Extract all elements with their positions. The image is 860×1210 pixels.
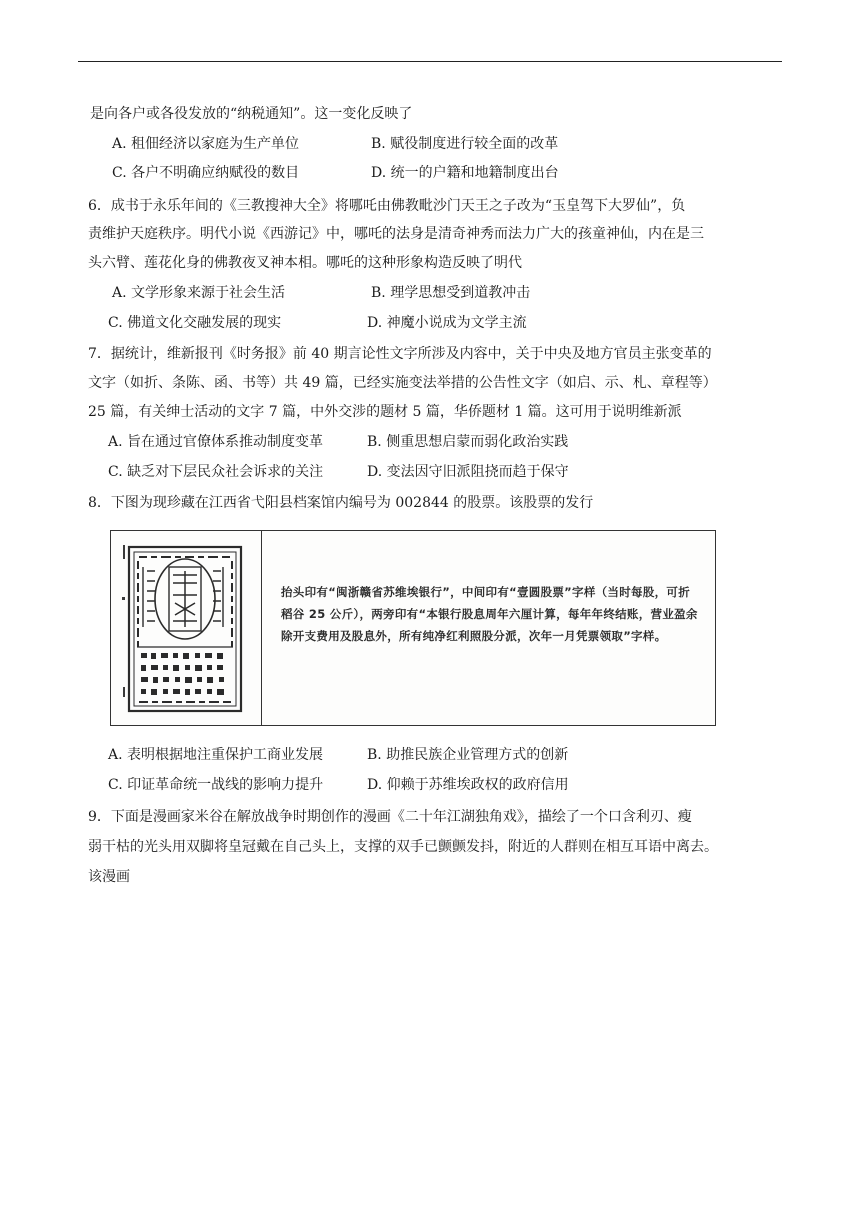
q7-option-d[interactable]: D. 变法因守旧派阻挠而趋于保守	[367, 464, 569, 480]
q8-option-a[interactable]: A. 表明根据地注重保护工商业发展	[108, 747, 324, 763]
q5-option-c[interactable]: C. 各户不明确应纳赋役的数目	[112, 165, 300, 181]
q9-stem-line-2: 弱干枯的光头用双脚将皇冠戴在自己头上，支撑的双手已颤颤发抖，附近的人群则在相互耳语中离去。	[88, 839, 718, 855]
q7-stem-line-3: 25 篇，有关绅士活动的文字 7 篇，中外交涉的题材 5 篇，华侨题材 1 篇。这可用于说明维新派	[88, 404, 682, 420]
header-rule	[78, 61, 782, 62]
q6-option-d[interactable]: D. 神魔小说成为文学主流	[367, 315, 527, 331]
stock-certificate-image	[117, 537, 257, 719]
q6-stem-line-3: 头六臂、莲花化身的佛教夜叉神本相。哪吒的这种形象构造反映了明代	[88, 255, 522, 271]
q7-option-b[interactable]: B. 侧重思想启蒙而弱化政治实践	[367, 434, 569, 450]
q6-option-b[interactable]: B. 理学思想受到道教冲击	[371, 285, 531, 301]
q5-stem-tail: 是向各户或各役发放的“纳税通知”。这一变化反映了	[90, 106, 413, 122]
q8-option-b[interactable]: B. 助推民族企业管理方式的创新	[367, 747, 569, 763]
q5-option-a[interactable]: A. 租佃经济以家庭为生产单位	[112, 136, 300, 152]
q8-option-c[interactable]: C. 印证革命统一战线的影响力提升	[108, 777, 324, 793]
q6-option-a[interactable]: A. 文学形象来源于社会生活	[112, 285, 286, 301]
q8-stem: 8．下图为现珍藏在江西省弋阳县档案馆内编号为 002844 的股票。该股票的发行	[88, 495, 594, 511]
q6-stem-line-1: 6．成书于永乐年间的《三教搜神大全》将哪吒由佛教毗沙门天王之子改为“玉皇驾下大罗仙”，负	[88, 198, 686, 214]
figure-caption-text: 抬头印有“闽浙赣省苏维埃银行”，中间印有“壹圆股票”字样（当时每股，可折稻谷 25 公斤），两旁印有“本银行股息周年六厘计算，每年年终结账，营业盈余除开支费用及股息外，所有纯净红利照股分派，次年一月凭票领取”字样。	[281, 585, 698, 643]
q5-option-b[interactable]: B. 赋役制度进行较全面的改革	[371, 136, 559, 152]
q6-stem-line-2: 责维护天庭秩序。明代小说《西游记》中，哪吒的法身是清奇神秀而法力广大的孩童神仙，内在是三	[88, 226, 704, 242]
q7-option-a[interactable]: A. 旨在通过官僚体系推动制度变革	[108, 434, 324, 450]
q7-option-c[interactable]: C. 缺乏对下层民众社会诉求的关注	[108, 464, 324, 480]
stock-certificate-figure	[110, 530, 716, 726]
q8-option-d[interactable]: D. 仰赖于苏维埃政权的政府信用	[367, 777, 569, 793]
q7-stem-line-2: 文字（如折、条陈、函、书等）共 49 篇，已经实施变法举措的公告性文字（如启、示、札、章程等）	[88, 375, 717, 391]
q9-stem-line-1: 9．下面是漫画家米谷在解放战争时期创作的漫画《二十年江湖独角戏》，描绘了一个口含利刃、瘦	[88, 809, 692, 825]
figure-divider	[261, 531, 262, 725]
q7-stem-line-1: 7．据统计，维新报刊《时务报》前 40 期言论性文字所涉及内容中，关于中央及地方官员主张变革的	[88, 346, 712, 362]
q5-option-d[interactable]: D. 统一的户籍和地籍制度出台	[371, 165, 559, 181]
q9-stem-line-3: 该漫画	[88, 869, 130, 885]
q6-option-c[interactable]: C. 佛道文化交融发展的现实	[108, 315, 282, 331]
